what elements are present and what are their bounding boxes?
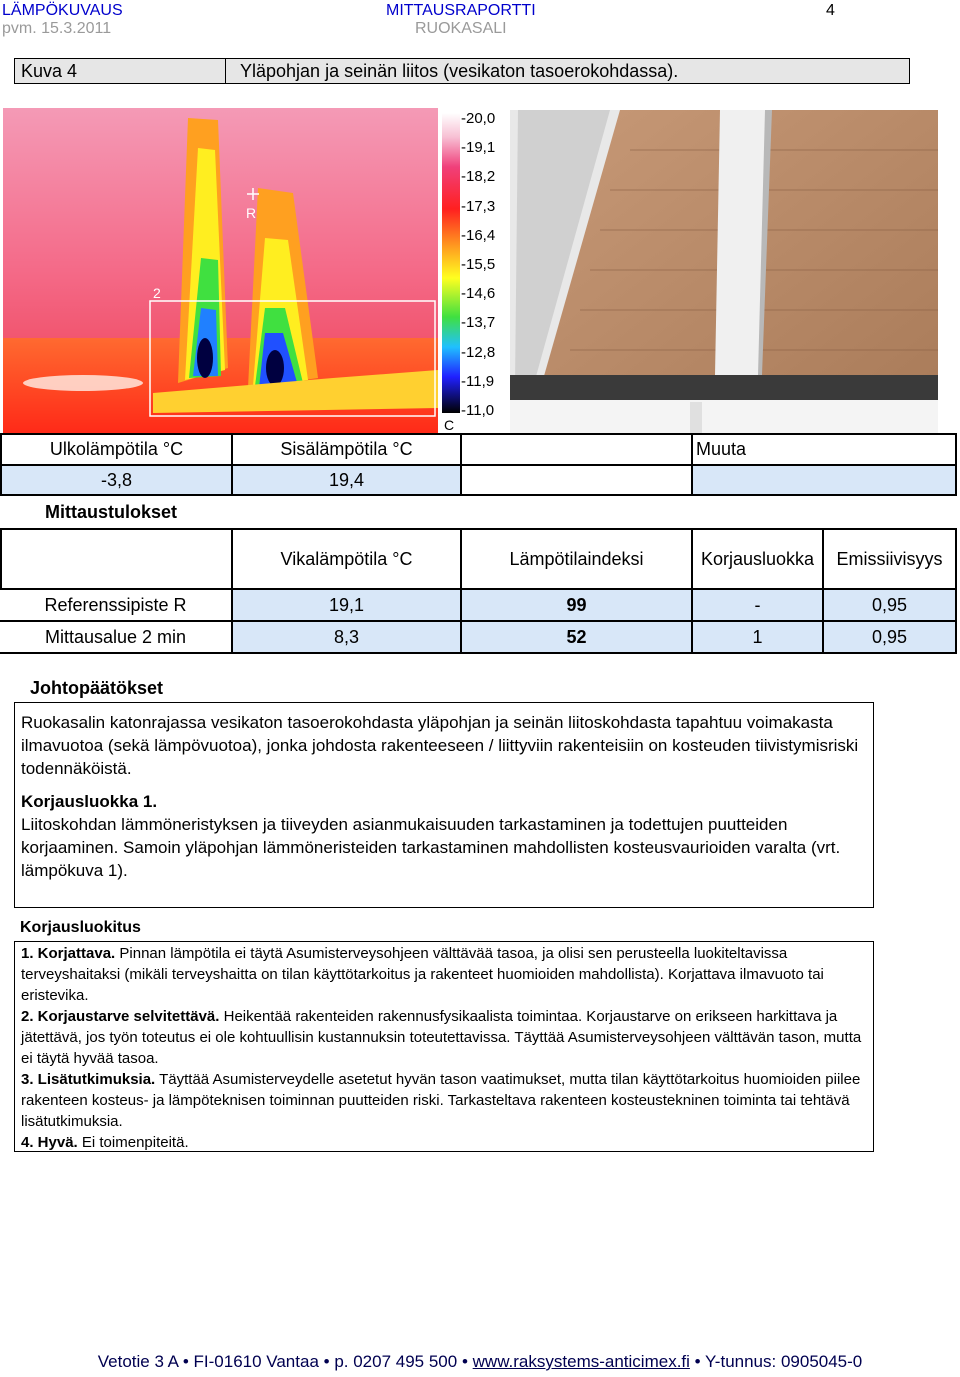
row-index: 52 bbox=[460, 620, 693, 654]
classes-title: Korjausluokitus bbox=[20, 919, 141, 936]
class-item: 1. Korjattava. Pinnan lämpötila ei täytä Asumisterveysohjeen välttävää tasoa, ja olisi sen perusteella luokiteltavissa terveyshaitaksi (mikäli terveyshaitta on tilan käyttötarkoitus ja rakenteet huomioiden mahdollista). Korjattava ilmavuoto tai eristevika. bbox=[21, 945, 824, 1004]
class-item: 4. Hyvä. Ei toimenpiteitä. bbox=[21, 1134, 189, 1151]
footer-phone: p. 0207 495 500 bbox=[334, 1352, 458, 1371]
scale-label: -20,0 bbox=[461, 110, 496, 127]
col-header-temp: Vikalämpötila °C bbox=[231, 528, 462, 590]
row-label: Mittausalue 2 min bbox=[0, 620, 233, 654]
outdoor-temp-label: Ulkolämpötila °C bbox=[0, 433, 233, 466]
col-header-class: Korjausluokka bbox=[691, 528, 824, 590]
classes-box bbox=[14, 941, 874, 1152]
ceiling-photo bbox=[510, 110, 938, 433]
results-title: Mittaustulokset bbox=[45, 502, 178, 522]
marker-2: 2 bbox=[153, 285, 161, 301]
row-class: - bbox=[691, 588, 824, 622]
scale-label: -17,3 bbox=[461, 197, 496, 215]
empty-cell bbox=[460, 464, 693, 496]
temperature-scale bbox=[438, 108, 508, 433]
outdoor-temp-value: -3,8 bbox=[0, 464, 233, 496]
scale-label: -12,8 bbox=[461, 343, 496, 361]
scale-label: -18,2 bbox=[461, 168, 496, 186]
conclusions-title: Johtopäätökset bbox=[30, 678, 164, 698]
header-left-title: LÄMPÖKUVAUS bbox=[2, 2, 123, 19]
row-class: 1 bbox=[691, 620, 824, 654]
other-label: Muuta bbox=[691, 433, 957, 466]
row-temp: 8,3 bbox=[231, 620, 462, 654]
indoor-temp-value: 19,4 bbox=[231, 464, 462, 496]
figure-caption: Yläpohjan ja seinän liitos (vesikaton tasoerokohdassa). bbox=[240, 61, 679, 81]
empty-cell bbox=[460, 433, 693, 466]
row-index: 99 bbox=[460, 588, 693, 622]
footer-business-id: Y-tunnus: 0905045-0 bbox=[705, 1352, 863, 1371]
class-item: 3. Lisätutkimuksia. Täyttää Asumisterveydelle asetetut hyvän tason vaatimukset, mutta tilan käyttötarkoitus huomioiden piilee rakenteen kosteus- ja lämpöteknisen toiminnan puutteiden riski. Tarkasteltava rakenteen kosteustekninen toiminta tai tehtävä lisätutkimuksia. bbox=[21, 1071, 861, 1130]
scale-label: -13,7 bbox=[461, 314, 496, 332]
row-temp: 19,1 bbox=[231, 588, 462, 622]
scale-label: -15,5 bbox=[461, 256, 496, 273]
indoor-temp-label: Sisälämpötila °C bbox=[231, 433, 462, 466]
scale-label: -19,1 bbox=[461, 139, 496, 157]
scale-label: -16,4 bbox=[461, 226, 496, 244]
row-emis: 0,95 bbox=[822, 588, 957, 622]
col-header-index: Lämpötilaindeksi bbox=[460, 528, 693, 590]
row-emis: 0,95 bbox=[822, 620, 957, 654]
thermal-image bbox=[3, 108, 438, 433]
scale-label: -11,0 bbox=[461, 402, 495, 419]
scale-label: -14,6 bbox=[461, 285, 496, 303]
class-item: 2. Korjaustarve selvitettävä. Heikentää rakenteiden rakennusfysikaalista toimintaa. Korjaustarve on erikseen harkittava ja jätettävä, jos työn toteutus ei ole kohtuullisin kustannuksin toteutettavissa. Täyttää Asumisterveysohjeen välttävän tason, mutta ei täytä hyvää tasoa. bbox=[21, 1008, 862, 1067]
footer: Vetotie 3 A • FI-01610 Vantaa • p. 0207 495 500 • www.raksystems-anticimex.fi • Y-tunnus: 0905045-0 bbox=[97, 1352, 863, 1371]
header-center-sub: RUOKASALI bbox=[415, 20, 507, 37]
row-label: Referenssipiste R bbox=[0, 588, 233, 622]
empty-cell bbox=[0, 528, 233, 590]
conclusions-box bbox=[14, 702, 874, 908]
header-date: pvm. 15.3.2011 bbox=[2, 20, 112, 37]
footer-address: Vetotie 3 A bbox=[97, 1352, 179, 1371]
conclusion-class-text: Liitoskohdan lämmöneristyksen ja tiiveyden asianmukaisuuden tarkastaminen ja todettujen puutteiden korjaaminen. Samoin yläpohjan lämmöneristeiden tarkastaminen mahdollisten kosteusvaurioiden varalta (vrt. lämpökuva 1). bbox=[21, 815, 841, 880]
footer-postal: FI-01610 Vantaa bbox=[193, 1352, 319, 1371]
scale-unit: C bbox=[444, 417, 455, 433]
conclusion-class-title: Korjausluokka 1. bbox=[21, 792, 158, 811]
footer-web-link[interactable]: www.raksystems-anticimex.fi bbox=[472, 1352, 690, 1371]
col-header-emis: Emissiivisyys bbox=[822, 528, 957, 590]
scale-label: -11,9 bbox=[461, 372, 495, 390]
marker-r: R bbox=[246, 205, 257, 221]
other-value bbox=[691, 464, 957, 496]
figure-label: Kuva 4 bbox=[21, 61, 78, 81]
page-number: 4 bbox=[826, 2, 835, 19]
conclusions-text: Ruokasalin katonrajassa vesikaton tasoerokohdasta yläpohjan ja seinän liitoskohdasta tapahtuu voimakasta ilmavuotoa (sekä lämpövuotoa), jonka johdosta rakenteeseen / liittyviin rakenteisiin on kosteuden tiivistymisriski todennäköistä. bbox=[21, 713, 859, 778]
figure-caption-bar bbox=[14, 58, 910, 84]
header-center-title: MITTAUSRAPORTTI bbox=[386, 2, 536, 19]
